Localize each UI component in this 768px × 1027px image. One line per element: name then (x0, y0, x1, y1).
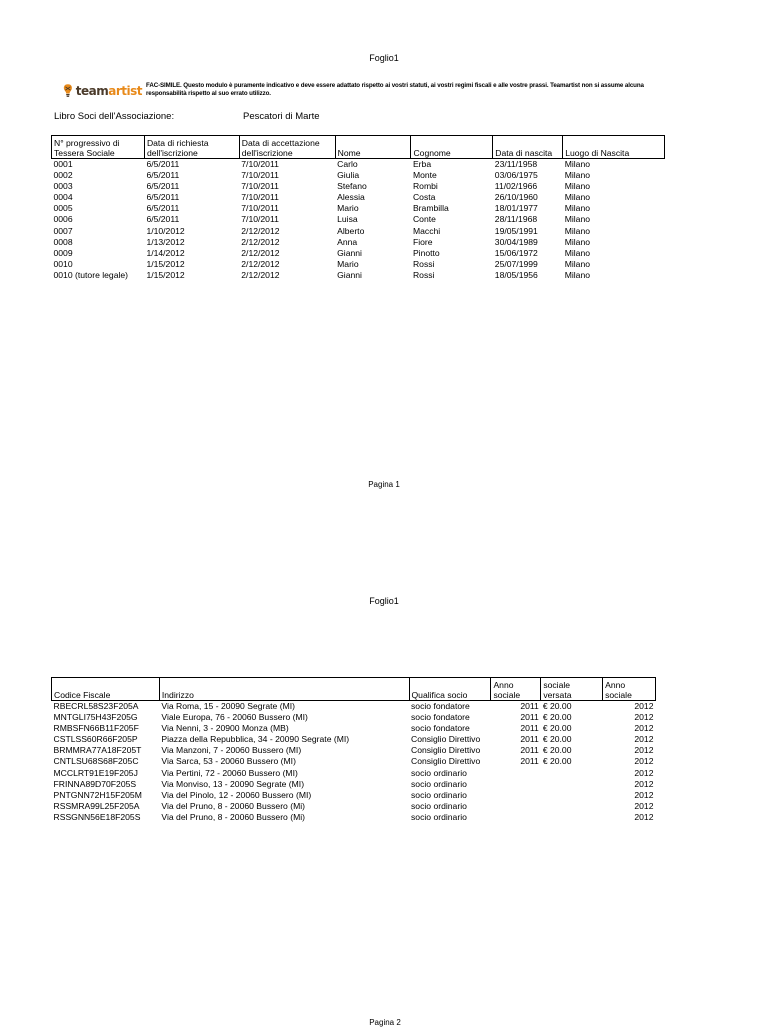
table-cell: 2011 (520, 734, 539, 745)
table-row (52, 214, 665, 225)
table-cell: Via Pertini, 72 - 20060 Bussero (MI) (161, 767, 298, 778)
table-cell: 2011 (520, 756, 539, 767)
table-row (52, 745, 656, 756)
table-cell: 1/14/2012 (146, 247, 185, 258)
table-cell (541, 812, 603, 823)
table-cell: 2011 (520, 701, 539, 711)
table-row (52, 159, 665, 171)
table-cell: 7/10/2011 (241, 203, 279, 214)
table-cell: 28/11/1968 (494, 214, 538, 225)
table-row (52, 192, 665, 203)
table-cell: 18/01/1977 (494, 203, 538, 214)
table-cell: Stefano (337, 181, 367, 192)
column-header: Data di nascita (493, 136, 563, 159)
table-row (52, 248, 665, 259)
table-cell: 2012 (634, 723, 654, 734)
table-cell: Macchi (412, 225, 441, 236)
table-cell: Via Monviso, 13 - 20090 Segrate (MI) (161, 778, 305, 789)
table-cell: 6/5/2011 (146, 159, 180, 169)
column-header: Codice Fiscale (52, 678, 160, 701)
table-cell: 2011 (520, 712, 539, 723)
table-cell: € 20.00 (542, 745, 572, 756)
table-row (52, 701, 656, 713)
table-cell: Milano (564, 258, 591, 269)
table-cell: Mario (337, 258, 359, 269)
table-cell: 7/10/2011 (241, 214, 279, 225)
table-row (52, 756, 656, 767)
table-cell: 6/5/2011 (146, 170, 180, 181)
table-cell: Brambilla (412, 203, 449, 214)
members-table (51, 135, 665, 281)
table-row (52, 812, 656, 823)
column-header: Anno sociale (491, 678, 541, 701)
table-cell: 2011 (520, 745, 539, 756)
table-cell: 2012 (634, 745, 654, 756)
table-cell (541, 768, 603, 779)
table-row (52, 237, 665, 248)
table-row (52, 734, 656, 745)
table-cell: Via Roma, 15 - 20090 Segrate (MI) (161, 701, 295, 711)
table-cell: Monte (412, 170, 437, 181)
table-cell: Piazza della Repubblica, 34 - 20090 Segrate (MI) (161, 734, 350, 745)
table-cell: 26/10/1960 (494, 192, 538, 203)
table-cell: Milano (564, 181, 591, 192)
table-cell: 2012 (634, 701, 654, 711)
table-cell: 6/5/2011 (146, 203, 180, 214)
table-cell: Via del Pinolo, 12 - 20060 Bussero (MI) (161, 789, 312, 800)
table-cell: 2012 (634, 756, 654, 767)
table-cell (491, 790, 541, 801)
table-cell: € 20.00 (542, 734, 572, 745)
table-cell: RMBSFN66B11F205F (53, 723, 139, 734)
table-cell: 0007 (53, 225, 73, 236)
table-cell: 2/12/2012 (241, 247, 280, 258)
lightbulb-icon (62, 82, 74, 100)
table-cell: FRINNA89D70F205S (53, 778, 137, 789)
column-header: Nome (335, 136, 411, 159)
table-cell: 7/10/2011 (241, 181, 279, 192)
table-cell (491, 779, 541, 790)
table-cell: CSTLSS60R66F205P (53, 734, 138, 745)
table-cell: socio ordinario (411, 767, 467, 778)
table-cell: 0008 (53, 236, 73, 247)
table-cell: socio fondatore (411, 712, 470, 723)
table-cell: Carlo (337, 159, 358, 169)
table-cell: Via del Pruno, 8 - 20060 Bussero (Mi) (161, 811, 306, 822)
column-header: Qualifica socio (409, 678, 491, 701)
page-number: Pagina 1 (368, 480, 400, 489)
table-cell: Gianni (337, 269, 362, 280)
column-header: Cognome (411, 136, 493, 159)
page-number-2: Pagina 2 (369, 1018, 401, 1027)
column-header: Data di accettazione dell'iscrizione (239, 136, 335, 159)
table-cell: Consiglio Direttivo (411, 734, 481, 745)
table-cell: RSSGNN56E18F205S (53, 811, 141, 822)
table-cell: 2012 (634, 712, 654, 723)
table-cell: Milano (564, 203, 591, 214)
table-row (52, 170, 665, 181)
table-cell: 0004 (53, 192, 73, 203)
table-cell: 0010 (53, 258, 73, 269)
table-cell: Pinotto (412, 247, 440, 258)
table-cell: Anna (337, 236, 358, 247)
members-details-table (51, 677, 656, 823)
table-cell: 2/12/2012 (241, 236, 280, 247)
table-cell: socio ordinario (411, 800, 467, 811)
table-cell: Via Manzoni, 7 - 20060 Bussero (MI) (161, 745, 302, 756)
table-cell: 6/5/2011 (146, 181, 180, 192)
table-cell: socio fondatore (411, 701, 470, 711)
table-row (52, 768, 656, 779)
table-cell: 0001 (53, 159, 73, 169)
table-cell: Milano (564, 247, 591, 258)
table-cell: MNTGLI75H43F205G (53, 712, 138, 723)
table-cell: PNTGNN72H15F205M (53, 789, 142, 800)
table-cell: Alberto (337, 225, 365, 236)
table-cell: socio ordinario (411, 789, 467, 800)
table-cell: 2/12/2012 (241, 269, 280, 280)
table-cell (491, 768, 541, 779)
table-cell: 0009 (53, 247, 73, 258)
members-table-header (52, 136, 665, 159)
table-cell: BRMMRA77A18F205T (53, 745, 142, 756)
table-cell: 0006 (53, 214, 73, 225)
table-row (52, 712, 656, 723)
logo-wordmark: teamartist (75, 84, 142, 98)
table-cell: 15/06/1972 (494, 247, 538, 258)
association-name: Pescatori di Marte (243, 111, 320, 122)
sheet-title: Foglio1 (369, 53, 399, 63)
table-cell: 1/15/2012 (146, 258, 185, 269)
table-cell: 1/13/2012 (146, 236, 185, 247)
table-cell: Via Nenni, 3 - 20900 Monza (MB) (161, 723, 289, 734)
table-cell: 0005 (53, 203, 73, 214)
table-cell: 0010 (tutore legale) (53, 269, 129, 280)
table-cell: 2012 (634, 811, 654, 822)
column-header: Luogo di Nascita (563, 136, 665, 159)
table-cell: Mario (337, 203, 359, 214)
table-cell: Rossi (412, 258, 435, 269)
table-row (52, 181, 665, 192)
table-cell: 03/06/1975 (494, 170, 538, 181)
column-header: Anno sociale (603, 678, 656, 701)
column-header: N° progressivo di Tessera Sociale (52, 136, 145, 159)
table-cell: RBECRL58S23F205A (53, 701, 139, 711)
table-cell: 19/05/1991 (494, 225, 538, 236)
table-cell: 2012 (634, 800, 654, 811)
table-cell: € 20.00 (542, 701, 572, 711)
table-cell: 0002 (53, 170, 73, 181)
table-cell: 7/10/2011 (241, 159, 279, 169)
table-cell: Giulia (337, 170, 360, 181)
table-cell: 30/04/1989 (494, 236, 538, 247)
table-cell: Via del Pruno, 8 - 20060 Bussero (Mi) (161, 800, 306, 811)
table-cell: Rossi (412, 269, 435, 280)
table-cell: Milano (564, 225, 591, 236)
table-cell: 1/10/2012 (146, 225, 185, 236)
table-cell (541, 801, 603, 812)
table-cell: 2/12/2012 (241, 258, 280, 269)
table-cell: Milano (564, 236, 591, 247)
table-cell: CNTLSU68S68F205C (53, 756, 139, 767)
table-cell: 18/05/1956 (494, 269, 538, 280)
table-cell: 7/10/2011 (241, 192, 279, 203)
table-cell: Luisa (337, 214, 358, 225)
table-cell: 7/10/2011 (241, 170, 279, 181)
column-header: Indirizzo (159, 678, 409, 701)
table-cell: € 20.00 (542, 712, 572, 723)
table-cell: Rombi (412, 181, 438, 192)
book-label: Libro Soci dell'Associazione: (54, 111, 175, 122)
table-cell: 25/07/1999 (494, 258, 538, 269)
column-header: Data di richiesta dell'iscrizione (144, 136, 239, 159)
table-cell: 1/15/2012 (146, 269, 185, 280)
table-cell: Fiore (412, 236, 433, 247)
table-cell: 2012 (634, 778, 654, 789)
table-cell (541, 790, 603, 801)
table-cell: socio ordinario (411, 778, 467, 789)
table-cell: 23/11/1958 (494, 159, 538, 169)
table-cell: socio ordinario (411, 811, 467, 822)
table-cell: Erba (412, 159, 432, 169)
column-header: sociale versata (541, 678, 603, 701)
table-row (52, 226, 665, 237)
table-cell: 2012 (634, 767, 654, 778)
table-cell: Consiglio Direttivo (411, 756, 481, 767)
table-cell (541, 779, 603, 790)
table-row (52, 790, 656, 801)
table-cell: 11/02/1966 (494, 181, 538, 192)
table-cell: € 20.00 (542, 723, 572, 734)
table-cell: 0003 (53, 181, 73, 192)
table-row (52, 270, 665, 281)
table-cell: Milano (564, 269, 591, 280)
table-row (52, 779, 656, 790)
table-cell: Consiglio Direttivo (411, 745, 481, 756)
table-cell: Milano (564, 214, 591, 225)
table-cell: 2012 (634, 734, 654, 745)
disclaimer-text: FAC-SIMILE. Questo modulo è puramente indicativo e deve essere adattato rispetto ai vostri statuti, ai vostri regimi fiscali e alle vostre prassi. Teamartist non si assume alcuna responsabilità rispetto al suo errato utilizzo. (146, 82, 644, 97)
table-cell: 6/5/2011 (146, 192, 180, 203)
table-cell: socio fondatore (411, 723, 470, 734)
table-cell: Alessia (337, 192, 365, 203)
table-cell: Milano (564, 170, 591, 181)
table-cell: Via Sarca, 53 - 20060 Bussero (MI) (161, 756, 296, 767)
table-cell: Milano (564, 159, 591, 169)
table-cell: RSSMRA99L25F205A (53, 800, 140, 811)
table-cell (491, 812, 541, 823)
table-cell: 2011 (520, 723, 539, 734)
table-cell: Gianni (337, 247, 362, 258)
table-row (52, 203, 665, 214)
table-cell: € 20.00 (542, 756, 572, 767)
table-cell: 2012 (634, 789, 654, 800)
table-row (52, 259, 665, 270)
table-cell: Viale Europa, 76 - 20060 Bussero (MI) (161, 712, 308, 723)
table-cell: Milano (564, 192, 591, 203)
table-cell: Costa (412, 192, 436, 203)
sheet-title-2: Foglio1 (369, 596, 399, 606)
table-cell: 6/5/2011 (146, 214, 180, 225)
teamartist-logo (62, 80, 142, 102)
members-details-header (52, 678, 656, 701)
table-cell: MCCLRT91E19F205J (53, 767, 138, 778)
table-row (52, 723, 656, 734)
table-row (52, 801, 656, 812)
table-cell: Conte (412, 214, 436, 225)
table-cell: 2/12/2012 (241, 225, 280, 236)
table-cell (491, 801, 541, 812)
